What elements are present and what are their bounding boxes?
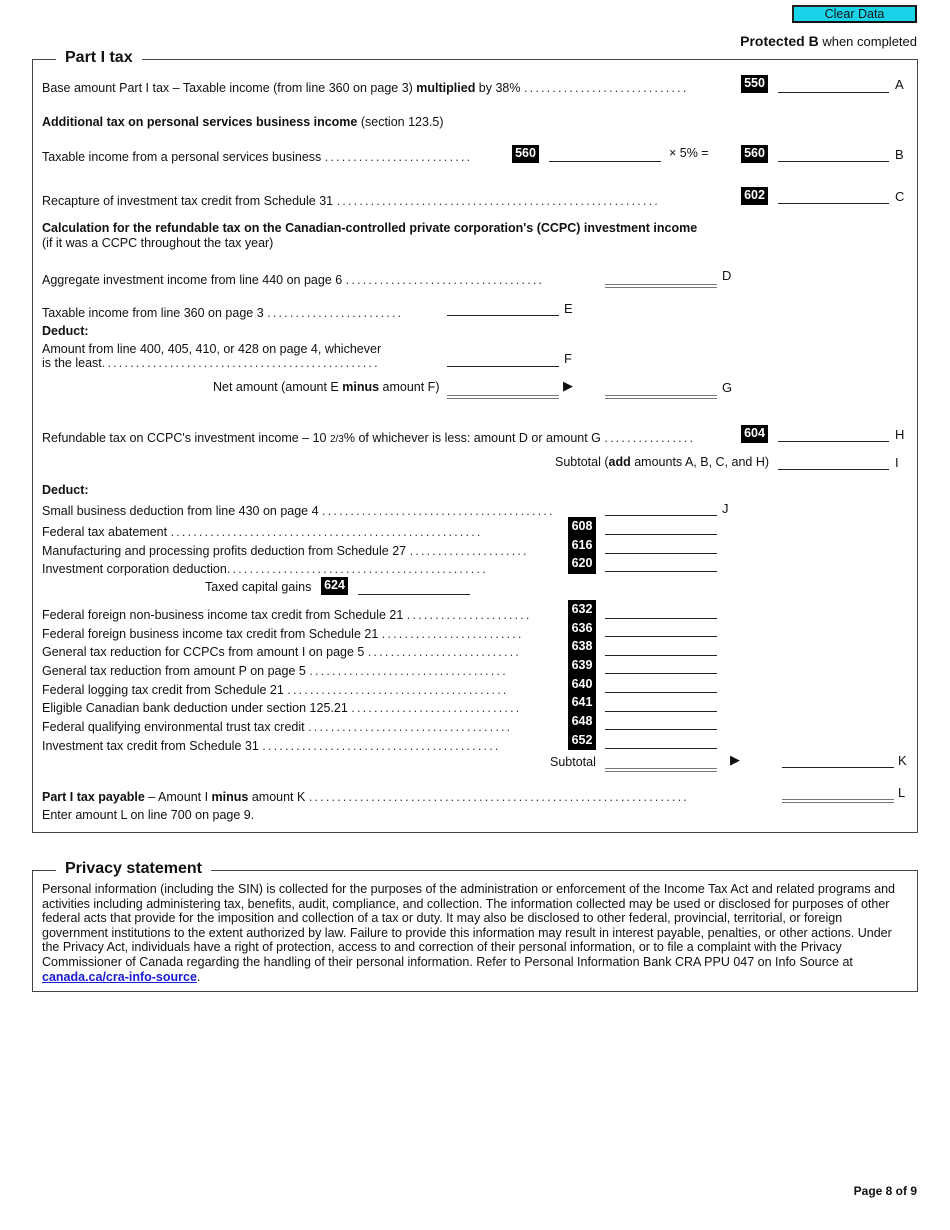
line-639-field[interactable]	[605, 673, 717, 674]
letter-e: E	[564, 301, 573, 316]
line-608-box: 608	[571, 519, 593, 533]
deduct-label: Deduct:	[42, 324, 89, 338]
line-636-box: 636	[571, 620, 593, 635]
line-640-field[interactable]	[605, 692, 717, 693]
subtotal-i-label: Subtotal (add amounts A, B, C, and H)	[555, 455, 770, 469]
least-label-1: Amount from line 400, 405, 410, or 428 on page 4, whichever	[42, 342, 382, 356]
line-e-input[interactable]	[447, 298, 559, 314]
clear-data-button[interactable]: Clear Data	[792, 5, 917, 23]
taxed-capital-gains-label: Taxed capital gains	[205, 580, 312, 594]
line-648-input[interactable]	[605, 712, 717, 728]
line-638-input[interactable]	[605, 638, 717, 654]
line-j-input[interactable]	[605, 498, 717, 514]
line-602-field[interactable]	[778, 203, 889, 204]
line-636-input[interactable]	[605, 619, 717, 635]
line-550-field[interactable]	[778, 92, 889, 93]
line-555-box: 560	[512, 145, 539, 163]
line-641-box: 641	[571, 695, 593, 710]
part1-section	[32, 59, 918, 833]
credit-label-648: Federal qualifying environmental trust tax credit ....................................	[42, 720, 513, 734]
letter-h: H	[895, 427, 905, 442]
line-632-box: 632	[571, 602, 593, 616]
subtotal-k-label: Subtotal	[550, 755, 596, 769]
line-624-input[interactable]	[358, 577, 470, 593]
line-636-field[interactable]	[605, 636, 717, 637]
letter-i: I	[895, 455, 899, 470]
line-f-field[interactable]	[447, 366, 559, 367]
letter-b: B	[895, 147, 904, 162]
line-560-box: 560	[741, 145, 768, 163]
line-616-input[interactable]	[605, 536, 717, 552]
line-648-field[interactable]	[605, 729, 717, 730]
ccpc-heading: Calculation for the refundable tax on the Canadian-controlled private corporation's (CCPC) investment income	[42, 221, 698, 235]
letter-j: J	[722, 501, 729, 516]
line-555-field[interactable]	[549, 161, 661, 162]
line-602-input[interactable]	[778, 186, 889, 202]
line-616-box: 616	[571, 537, 593, 552]
line-l-field[interactable]	[782, 799, 894, 803]
line-608-field[interactable]	[605, 534, 717, 535]
line-639-input[interactable]	[605, 656, 717, 672]
credit-label-636: Federal foreign business income tax credit from Schedule 21 .........................	[42, 627, 524, 641]
deduction-label-620: Investment corporation deduction..............................................	[42, 562, 488, 576]
line-e-field[interactable]	[447, 315, 559, 316]
line-640-box: 640	[571, 676, 593, 691]
line-604-box: 604	[741, 425, 768, 443]
psb-heading: Additional tax on personal services business income (section 123.5)	[42, 115, 444, 129]
letter-k: K	[898, 753, 907, 768]
line-550-input[interactable]	[778, 75, 889, 91]
line-624-field[interactable]	[358, 594, 470, 595]
taxable-label: Taxable income from line 360 on page 3 ........................	[42, 306, 404, 320]
line-620-field[interactable]	[605, 571, 717, 572]
credit-label-641: Eligible Canadian bank deduction under section 125.21 ..............................	[42, 701, 522, 715]
line-i-input[interactable]	[778, 452, 889, 468]
line-560-input[interactable]	[778, 144, 889, 160]
credit-label-639: General tax reduction from amount P on page 5 ...................................	[42, 664, 508, 678]
arrow-right-icon: ▶	[563, 378, 573, 393]
letter-d: D	[722, 268, 732, 283]
deduction-label-608: Federal tax abatement .......................................................	[42, 525, 483, 539]
line-l-input[interactable]	[782, 782, 894, 798]
privacy-title: Privacy statement	[56, 860, 211, 878]
line-640-input[interactable]	[605, 675, 717, 691]
line-632-input[interactable]	[605, 601, 717, 617]
least-label-2: is the least.................................................	[42, 356, 380, 370]
net-amount-label: Net amount (amount E minus amount F)	[213, 380, 440, 394]
deduct2-label: Deduct:	[42, 483, 89, 497]
line-d-input[interactable]	[605, 267, 717, 283]
recapture-label: Recapture of investment tax credit from Schedule 31 .........................................................	[42, 194, 660, 208]
line-608-input[interactable]	[605, 517, 717, 533]
credit-label-632: Federal foreign non-business income tax credit from Schedule 21 ......................	[42, 608, 532, 622]
refundable-label: Refundable tax on CCPC's investment income – 10 2/3% of whichever is less: amount D or amount G ................	[42, 431, 696, 445]
letter-l: L	[898, 785, 906, 800]
line-k-input[interactable]	[782, 750, 894, 766]
payable-label: Part I tax payable – Amount I minus amount K ...................................................................	[42, 790, 689, 804]
line-652-field[interactable]	[605, 748, 717, 749]
part1-title: Part I tax	[56, 49, 142, 67]
credit-label-638: General tax reduction for CCPCs from amount I on page 5 ...........................	[42, 645, 522, 659]
sbd-label: Small business deduction from line 430 on page 4 .........................................	[42, 504, 555, 518]
line-620-box: 620	[571, 556, 593, 571]
lines-608-620-box	[568, 517, 596, 574]
line-k-field[interactable]	[782, 767, 894, 768]
credit-label-640: Federal logging tax credit from Schedule 21 .......................................	[42, 683, 509, 697]
psb-multiplier: × 5% =	[669, 146, 709, 160]
line-638-box: 638	[571, 639, 593, 654]
line-d-field[interactable]	[605, 284, 717, 288]
line-620-input[interactable]	[605, 554, 717, 570]
line-602-box: 602	[741, 187, 768, 205]
line-641-input[interactable]	[605, 694, 717, 710]
line-624-box: 624	[321, 577, 348, 595]
base-amount-label: Base amount Part I tax – Taxable income (from line 360 on page 3) multiplied by 38% .............................	[42, 81, 689, 95]
net-amount-input[interactable]	[447, 378, 559, 394]
protected-label: Protected B when completed	[740, 33, 917, 49]
letter-f: F	[564, 351, 572, 366]
line-652-box: 652	[571, 732, 593, 747]
deduction-label-616: Manufacturing and processing profits deduction from Schedule 27 .....................	[42, 544, 529, 558]
letter-a: A	[895, 77, 904, 92]
psb-label: Taxable income from a personal services business ..........................	[42, 150, 473, 164]
aggregate-label: Aggregate investment income from line 440 on page 6 ...................................	[42, 273, 545, 287]
letter-c: C	[895, 189, 905, 204]
line-g-input[interactable]	[605, 378, 717, 394]
line-560-field[interactable]	[778, 161, 889, 162]
subtotal-deductions-input[interactable]	[605, 751, 717, 767]
arrow-right-icon: ▶	[730, 752, 740, 767]
line-g-field[interactable]	[605, 395, 717, 399]
enter-note: Enter amount L on line 700 on page 9.	[42, 808, 255, 822]
letter-g: G	[722, 380, 733, 395]
line-550-box: 550	[741, 75, 768, 93]
line-j-field[interactable]	[605, 515, 717, 516]
ccpc-subheading: (if it was a CCPC throughout the tax year)	[42, 236, 274, 250]
line-i-field[interactable]	[778, 469, 889, 470]
info-source-link[interactable]: canada.ca/cra-info-source	[42, 969, 197, 984]
lines-632-652-box	[568, 600, 596, 750]
line-604-field[interactable]	[778, 441, 889, 442]
net-amount-field[interactable]	[447, 395, 559, 399]
line-555-input[interactable]	[549, 144, 661, 160]
line-604-input[interactable]	[778, 424, 889, 440]
line-f-input[interactable]	[447, 349, 559, 365]
line-648-box: 648	[571, 714, 593, 729]
page-number: Page 8 of 9	[853, 1184, 917, 1198]
credit-label-652: Investment tax credit from Schedule 31 ..........................................	[42, 739, 501, 753]
line-639-box: 639	[571, 658, 593, 673]
subtotal-deductions-field[interactable]	[605, 768, 717, 772]
line-652-input[interactable]	[605, 731, 717, 747]
privacy-body: Personal information (including the SIN) is collected for the purposes of the administration or enforcement of the Income Tax Act and related programs and activities including administering tax, benefits, audit, compliance, and collection. The information collected may be used or disclosed for purposes of other federal acts that provide for the imposition and collection of a tax or duty. It may also be disclosed to other federal, provincial, territorial, or foreign government institutions to the extent authorized by law. Failure to provide this information may result in interest payable, penalties, or other actions. Under the Privacy Act, individuals have a right of protection, access to and correction of their personal information, or to file a complaint with the Privacy Commissioner of Canada regarding the handling of their personal information. Refer to Personal Information Bank CRA PPU 047 on Info Source at canada.ca/cra-info-source.	[42, 882, 896, 984]
